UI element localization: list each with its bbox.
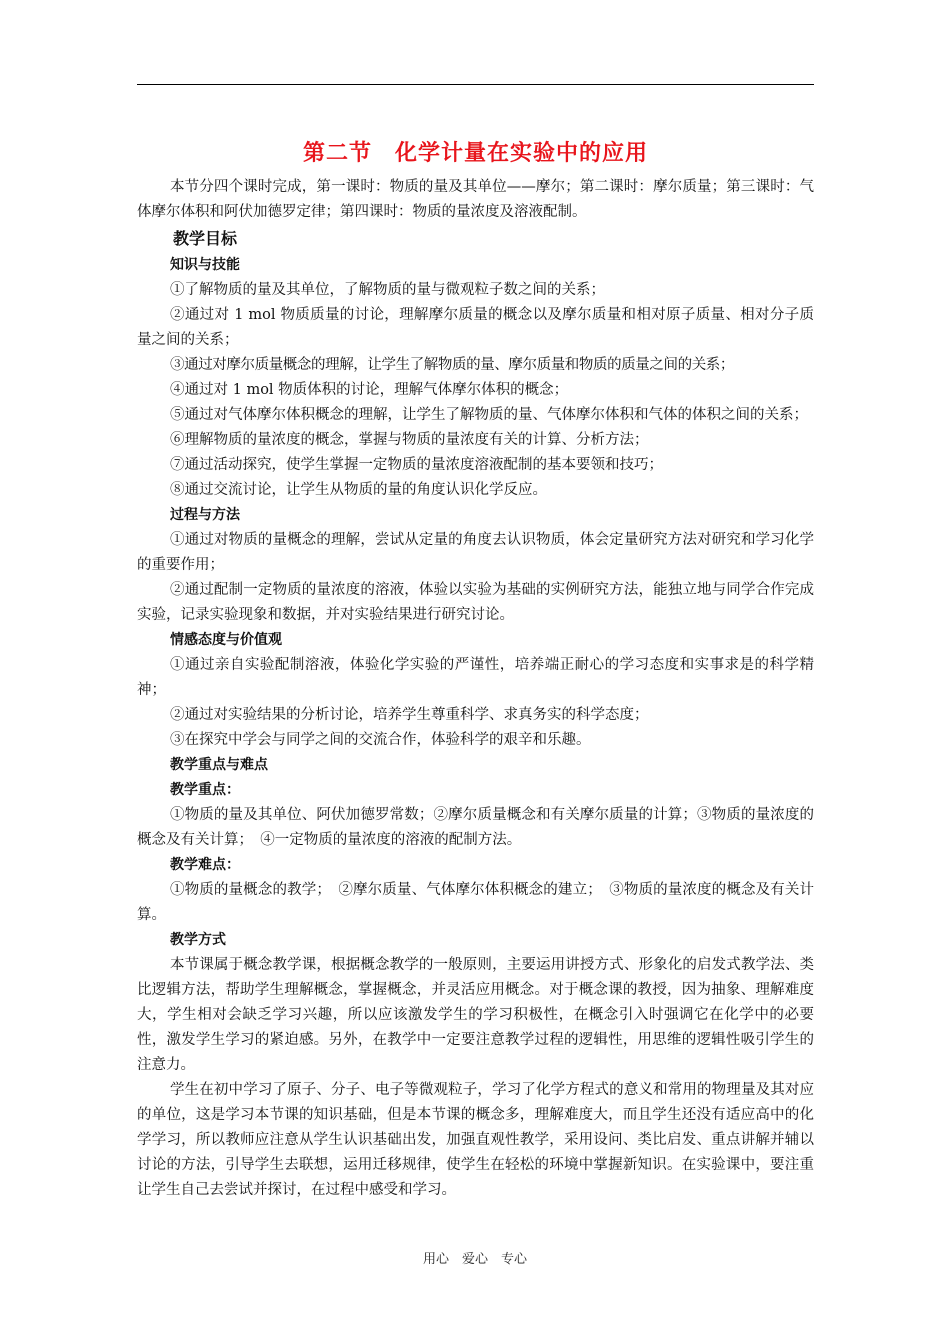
document-body: [137, 128, 814, 1203]
header-rule: [137, 84, 814, 85]
process-heading: 过程与方法: [170, 507, 240, 523]
knowledge-item: ④通过对 1 mol 物质体积的讨论，理解气体摩尔体积的概念；: [170, 382, 569, 398]
knowledge-item: ②通过对 1 mol 物质质量的讨论，理解摩尔质量的概念以及摩尔质量和相对原子质量、相对分子质量之间的关系；: [137, 307, 814, 348]
knowledge-item: ①了解物质的量及其单位，了解物质的量与微观粒子数之间的关系；: [170, 282, 605, 298]
knowledge-item: ⑦通过活动探究，使学生掌握一定物质的量浓度溶液配制的基本要领和技巧；: [170, 457, 663, 473]
attitude-item: ①通过亲自实验配制溶液，体验化学实验的严谨性，培养端正耐心的学习态度和实事求是的科学精神；: [137, 657, 814, 698]
objectives-heading: 教学目标: [173, 229, 238, 248]
focus-heading: 教学重点：: [170, 782, 240, 798]
knowledge-item: ⑥理解物质的量浓度的概念，掌握与物质的量浓度有关的计算、分析方法；: [170, 432, 649, 448]
knowledge-item: ③通过对摩尔质量概念的理解，让学生了解物质的量、摩尔质量和物质的质量之间的关系；: [170, 357, 734, 373]
knowledge-item: ⑤通过对气体摩尔体积概念的理解，让学生了解物质的量、气体摩尔体积和气体的体积之间的关系；: [170, 407, 808, 423]
difficulty-text: ①物质的量概念的教学； ②摩尔质量、气体摩尔体积概念的建立； ③物质的量浓度的概念及有关计算。: [137, 882, 814, 923]
intro-paragraph: 本节分四个课时完成，第一课时：物质的量及其单位——摩尔；第二课时：摩尔质量；第三课时：气体摩尔体积和阿伏加德罗定律；第四课时：物质的量浓度及溶液配制。: [137, 179, 814, 220]
method-heading: 教学方式: [170, 932, 226, 948]
attitude-item: ③在探究中学会与同学之间的交流合作，体验科学的艰辛和乐趣。: [170, 732, 591, 748]
attitude-heading: 情感态度与价值观: [170, 632, 282, 648]
knowledge-heading: 知识与技能: [170, 257, 240, 273]
difficulty-heading: 教学难点：: [170, 857, 240, 873]
attitude-item: ②通过对实验结果的分析讨论，培养学生尊重科学、求真务实的科学态度；: [170, 707, 649, 723]
process-item: ②通过配制一定物质的量浓度的溶液，体验以实验为基础的实例研究方法，能独立地与同学合作完成实验，记录实验现象和数据，并对实验结果进行研究讨论。: [137, 582, 814, 623]
key-points-heading: 教学重点与难点: [170, 757, 268, 773]
knowledge-item: ⑧通过交流讨论，让学生从物质的量的角度认识化学反应。: [170, 482, 547, 498]
method-paragraph-2: 学生在初中学习了原子、分子、电子等微观粒子，学习了化学方程式的意义和常用的物理量及其对应的单位，这是学习本节课的知识基础，但是本节课的概念多，理解难度大，而且学生还没有适应高中的化学学习，所以教师应注意从学生认识基础出发，加强直观性教学，采用设问、类比启发、重点讲解并辅以讨论的方法，引导学生去联想，运用迁移规律，使学生在轻松的环境中掌握新知识。在实验课中，要注重让学生自己去尝试并探讨，在过程中感受和学习。: [137, 1082, 814, 1198]
page-footer: 用心 爱心 专心: [422, 1252, 527, 1267]
process-item: ①通过对物质的量概念的理解，尝试从定量的角度去认识物质，体会定量研究方法对研究和学习化学的重要作用；: [137, 532, 814, 573]
page-title: 第二节 化学计量在实验中的应用: [302, 141, 648, 166]
method-paragraph-1: 本节课属于概念教学课，根据概念教学的一般原则，主要运用讲授方式、形象化的启发式教学法、类比逻辑方法，帮助学生理解概念，掌握概念，并灵活应用概念。对于概念课的教授，因为抽象、理解难度大，学生相对会缺乏学习兴趣，所以应该激发学生的学习积极性，在概念引入时强调它在化学中的必要性，激发学生学习的紧迫感。另外，在教学中一定要注意教学过程的逻辑性，用思维的逻辑性吸引学生的注意力。: [137, 957, 814, 1073]
focus-text: ①物质的量及其单位、阿伏加德罗常数；②摩尔质量概念和有关摩尔质量的计算；③物质的量浓度的概念及有关计算； ④一定物质的量浓度的溶液的配制方法。: [137, 807, 814, 848]
